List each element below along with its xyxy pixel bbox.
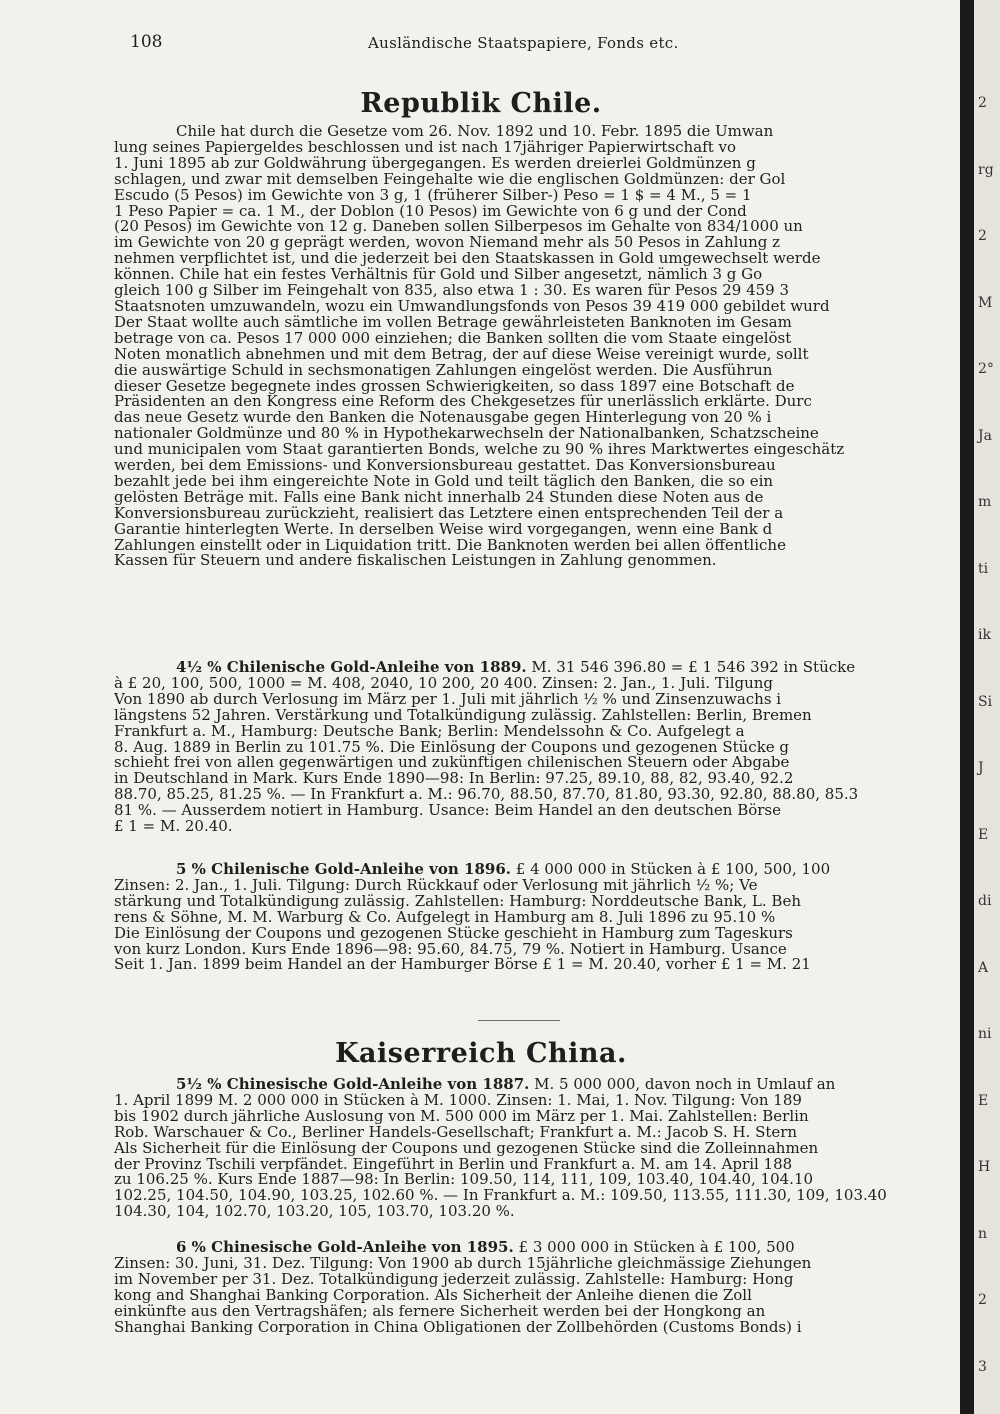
text-line: werden, bei dem Emissions- und Konversionsbureau gestattet. Das Konversionsbureau: [114, 458, 776, 474]
text-line: Escudo (5 Pesos) im Gewichte von 3 g, 1 (früherer Silber-) Peso = 1 $ = 4 M., 5 = 1: [114, 187, 752, 204]
text-line: £ 1 = M. 20.40.: [114, 819, 233, 835]
text-line: Shanghai Banking Corporation in China Obligationen der Zollbehörden (Customs Bonds) i: [114, 1319, 802, 1336]
text-line: die auswärtige Schuld in sechsmonatigen Zahlungen eingelöst werden. Die Ausführun: [114, 362, 773, 379]
text-line: dieser Gesetze begegnete indes grossen Schwierigkeiten, so dass 1897 eine Botschaft de: [114, 378, 795, 395]
adjacent-page-fragment: n: [978, 1226, 988, 1242]
chile-loan-1889: [114, 660, 960, 835]
section-divider: [478, 1020, 560, 1021]
text-line: in Deutschland in Mark. Kurs Ende 1890—98: In Berlin: 97.25, 89.10, 88, 82, 93.40, 92.2: [114, 771, 794, 788]
loan-heading: 5½ % Chinesische Gold-Anleihe von 1887.: [176, 1077, 530, 1093]
text-line: Konversionsbureau zurückzieht, realisiert das Letztere einen entsprechenden Teil der a: [114, 505, 784, 522]
text-line: schieht frei von allen gegenwärtigen und zukünftigen chilenischen Steuern oder Abgabe: [114, 755, 790, 772]
adjacent-page-fragment: H: [978, 1159, 991, 1175]
text-line: Von 1890 ab durch Verlosung im März per 1. Juli mit jährlich ½ % und Zinsenzuwachs i: [114, 691, 782, 708]
text-line: 1. Juni 1895 ab zur Goldwährung übergegangen. Es werden dreierlei Goldmünzen g: [114, 155, 756, 172]
adjacent-page-fragment: M: [978, 295, 993, 311]
chile-loan-1896: [114, 862, 960, 973]
text-line: im November per 31. Dez. Totalkündigung jederzeit zulässig. Zahlstelle: Hamburg: Hong: [114, 1271, 794, 1288]
text-line: nationaler Goldmünze und 80 % in Hypothekarwechseln der Nationalbanken, Schatzscheine: [114, 426, 819, 443]
loan-body: [114, 1256, 960, 1336]
china-loan-1887: [114, 1077, 960, 1220]
text-line: das neue Gesetz wurde den Banken die Notenausgabe gegen Hinterlegung von 20 % i: [114, 410, 772, 427]
text-line: der Provinz Tschili verpfändet. Eingeführt in Berlin und Frankfurt a. M. am 14. April 188: [114, 1156, 793, 1173]
adjacent-page-fragment: E: [978, 1093, 989, 1109]
text-line: bezahlt jede bei ihm eingereichte Note in Gold und teilt täglich den Banken, die so ein: [114, 473, 774, 490]
text-line: Noten monatlich abnehmen und mit dem Betrag, der auf diese Weise vereinigt wurde, sollt: [114, 346, 809, 363]
text-line: 104.30, 104, 102.70, 103.20, 105, 103.70, 103.20 %.: [114, 1204, 515, 1221]
adjacent-page-fragment: J: [978, 760, 984, 776]
adjacent-page-fragment: rg: [978, 162, 994, 178]
loan-heading-line: 4½ % Chilenische Gold-Anleihe von 1889. M. 31 546 396.80 = £ 1 546 392 in Stücke: [176, 660, 856, 676]
text-line: Staatsnoten umzuwandeln, wozu ein Umwandlungsfonds von Pesos 39 419 000 gebildet wurd: [114, 298, 830, 315]
text-line: Zinsen: 30. Juni, 31. Dez. Tilgung: Von 1900 ab durch 15jährliche gleichmässige Ziehungen: [114, 1255, 812, 1272]
adjacent-page-fragment: 2: [978, 95, 987, 111]
adjacent-page-fragment: di: [978, 893, 992, 909]
text-line: zu 106.25 %. Kurs Ende 1887—98: In Berlin: 109.50, 114, 111, 109, 103.40, 104.40, 104.10: [114, 1172, 814, 1189]
text-line: und municipalen vom Staat garantierten Bonds, welche zu 90 % ihres Marktwertes eingeschätz: [114, 442, 845, 459]
loan-body: [114, 878, 960, 973]
text-line: Die Einlösung der Coupons und gezogenen Stücke geschieht in Hamburg zum Tageskurs: [114, 925, 793, 942]
text-line: kong and Shanghai Banking Corporation. Als Sicherheit der Anleihe dienen die Zoll: [114, 1287, 752, 1304]
text-line: Chile hat durch die Gesetze vom 26. Nov. 1892 und 10. Febr. 1895 die Umwan: [176, 124, 774, 140]
text-line: Seit 1. Jan. 1899 beim Handel an der Hamburger Börse £ 1 = M. 20.40, vorher £ 1 = M. 21: [114, 957, 811, 974]
binding-gutter: [960, 0, 974, 1414]
section-title-chile: Republik Chile.: [360, 88, 602, 119]
adjacent-page-fragment: ni: [978, 1026, 992, 1042]
adjacent-page-fragment: 2°: [978, 361, 994, 377]
text-line: von kurz London. Kurs Ende 1896—98: 95.60, 84.75, 79 %. Notiert in Hamburg. Usance: [114, 941, 787, 958]
adjacent-page-fragment: E: [978, 827, 989, 843]
running-head: Ausländische Staatspapiere, Fonds etc.: [368, 34, 679, 52]
adjacent-page-fragment: ik: [978, 627, 991, 643]
text-line: nehmen verpflichtet ist, und die jederzeit bei den Staatskassen in Gold umgewechselt werde: [114, 251, 821, 268]
text-line: Zinsen: 2. Jan., 1. Juli. Tilgung: Durch Rückkauf oder Verlosung mit jährlich ½ %; Ve: [114, 877, 758, 894]
loan-heading: 5 % Chilenische Gold-Anleihe von 1896.: [176, 862, 511, 878]
adjacent-page-fragment: 3: [978, 1359, 987, 1375]
text-line: 1 Peso Papier = ca. 1 M., der Doblon (10 Pesos) im Gewichte von 6 g und der Cond: [114, 203, 747, 220]
china-loan-1895: [114, 1240, 960, 1335]
text-line: gleich 100 g Silber im Feingehalt von 835, also etwa 1 : 30. Es waren für Pesos 29 459 3: [114, 283, 790, 299]
adjacent-page-fragment: ti: [978, 561, 989, 577]
loan-body: [114, 1093, 960, 1220]
adjacent-page-fragment: A: [978, 960, 989, 976]
adjacent-page-fragment: Si: [978, 694, 993, 710]
text-line: Präsidenten an den Kongress eine Reform des Chekgesetzes für unerlässlich erklärte. Durc: [114, 394, 812, 411]
text-line: 8. Aug. 1889 in Berlin zu 101.75 %. Die Einlösung der Coupons und gezogenen Stücke g: [114, 739, 790, 756]
text-line: können. Chile hat ein festes Verhältnis für Gold und Silber angesetzt, nämlich 3 g Go: [114, 267, 763, 284]
text-line: Rob. Warschauer & Co., Berliner Handels-Gesellschaft; Frankfurt a. M.: Jacob S. H. Stern: [114, 1124, 798, 1141]
loan-heading: 4½ % Chilenische Gold-Anleihe von 1889.: [176, 660, 527, 676]
text-line: einkünfte aus den Vertragshäfen; als fernere Sicherheit werden bei der Hongkong an: [114, 1303, 766, 1320]
text-line: gelösten Beträge mit. Falls eine Bank nicht innerhalb 24 Stunden diese Noten aus de: [114, 489, 764, 506]
text-line: stärkung und Totalkündigung zulässig. Zahlstellen: Hamburg: Norddeutsche Bank, L. Beh: [114, 893, 801, 910]
text-line: 81 %. — Ausserdem notiert in Hamburg. Usance: Beim Handel an den deutschen Börse: [114, 803, 781, 820]
text-line: bis 1902 durch jährliche Auslosung von M. 500 000 im März per 1. Mai. Zahlstellen: Berlin: [114, 1108, 809, 1125]
adjacent-page-fragment: 2: [978, 1292, 987, 1308]
loan-heading-line: 5 % Chilenische Gold-Anleihe von 1896. £ 4 000 000 in Stücken à £ 100, 500, 100: [176, 862, 831, 878]
adjacent-page-fragment: m: [978, 494, 992, 510]
loan-body: [114, 676, 960, 835]
text-line: Zahlungen einstellt oder in Liquidation tritt. Die Banknoten werden bei allen öffentliche: [114, 537, 786, 554]
chile-intro: [114, 124, 960, 569]
adjacent-page-fragment: Ja: [978, 428, 992, 444]
text-line: 102.25, 104.50, 104.90, 103.25, 102.60 %. — In Frankfurt a. M.: 109.50, 113.55, 111.30, 109, 103.40: [114, 1188, 887, 1205]
text-line: Garantie hinterlegten Werte. In derselben Weise wird vorgegangen, wenn eine Bank d: [114, 521, 773, 538]
text-line: Als Sicherheit für die Einlösung der Coupons und gezogenen Stücke sind die Zolleinnahmen: [114, 1140, 819, 1157]
text-line: im Gewichte von 20 g geprägt werden, wovon Niemand mehr als 50 Pesos in Zahlung z: [114, 235, 781, 252]
text-line: Kassen für Steuern und andere fiskalischen Leistungen in Zahlung genommen.: [114, 553, 717, 570]
text-line: (20 Pesos) im Gewichte von 12 g. Daneben sollen Silberpesos im Gehalte von 834/1000 un: [114, 219, 803, 236]
adjacent-page-fragment: 2: [978, 228, 987, 244]
text-line: schlagen, und zwar mit demselben Feingehalte wie die englischen Goldmünzen: der Gol: [114, 171, 786, 188]
page-header: [128, 32, 932, 58]
loan-heading-line: 6 % Chinesische Gold-Anleihe von 1895. £ 3 000 000 in Stücken à £ 100, 500: [176, 1240, 795, 1256]
text-line: betrage von ca. Pesos 17 000 000 einziehen; die Banken sollten die vom Staate eingelöst: [114, 330, 792, 347]
text-line: 88.70, 85.25, 81.25 %. — In Frankfurt a. M.: 96.70, 88.50, 87.70, 81.80, 93.30, 92.80, 88.80, 85.3: [114, 787, 859, 804]
text-line: rens & Söhne, M. M. Warburg & Co. Aufgelegt in Hamburg am 8. Juli 1896 zu 95.10 %: [114, 909, 776, 926]
text-line: à £ 20, 100, 500, 1000 = M. 408, 2040, 10 200, 20 400. Zinsen: 2. Jan., 1. Juli. Tilgung: [114, 675, 774, 692]
loan-heading-line: 5½ % Chinesische Gold-Anleihe von 1887. M. 5 000 000, davon noch in Umlauf an: [176, 1077, 836, 1093]
text-line: 1. April 1899 M. 2 000 000 in Stücken à M. 1000. Zinsen: 1. Mai, 1. Nov. Tilgung: Von 189: [114, 1092, 802, 1109]
page-number: 108: [130, 32, 163, 52]
text-line: Frankfurt a. M., Hamburg: Deutsche Bank; Berlin: Mendelssohn & Co. Aufgelegt a: [114, 723, 745, 740]
text-line: lung seines Papiergeldes beschlossen und ist nach 17jähriger Papierwirtschaft vo: [114, 139, 737, 156]
text-line: längstens 52 Jahren. Verstärkung und Totalkündigung zulässig. Zahlstellen: Berlin, Bremen: [114, 707, 812, 724]
adjacent-page-edge: [974, 0, 1000, 1414]
section-title-china: Kaiserreich China.: [335, 1038, 627, 1069]
text-line: Der Staat wollte auch sämtliche im vollen Betrage gewährleisteten Banknoten im Gesam: [114, 314, 792, 331]
loan-heading: 6 % Chinesische Gold-Anleihe von 1895.: [176, 1240, 514, 1256]
